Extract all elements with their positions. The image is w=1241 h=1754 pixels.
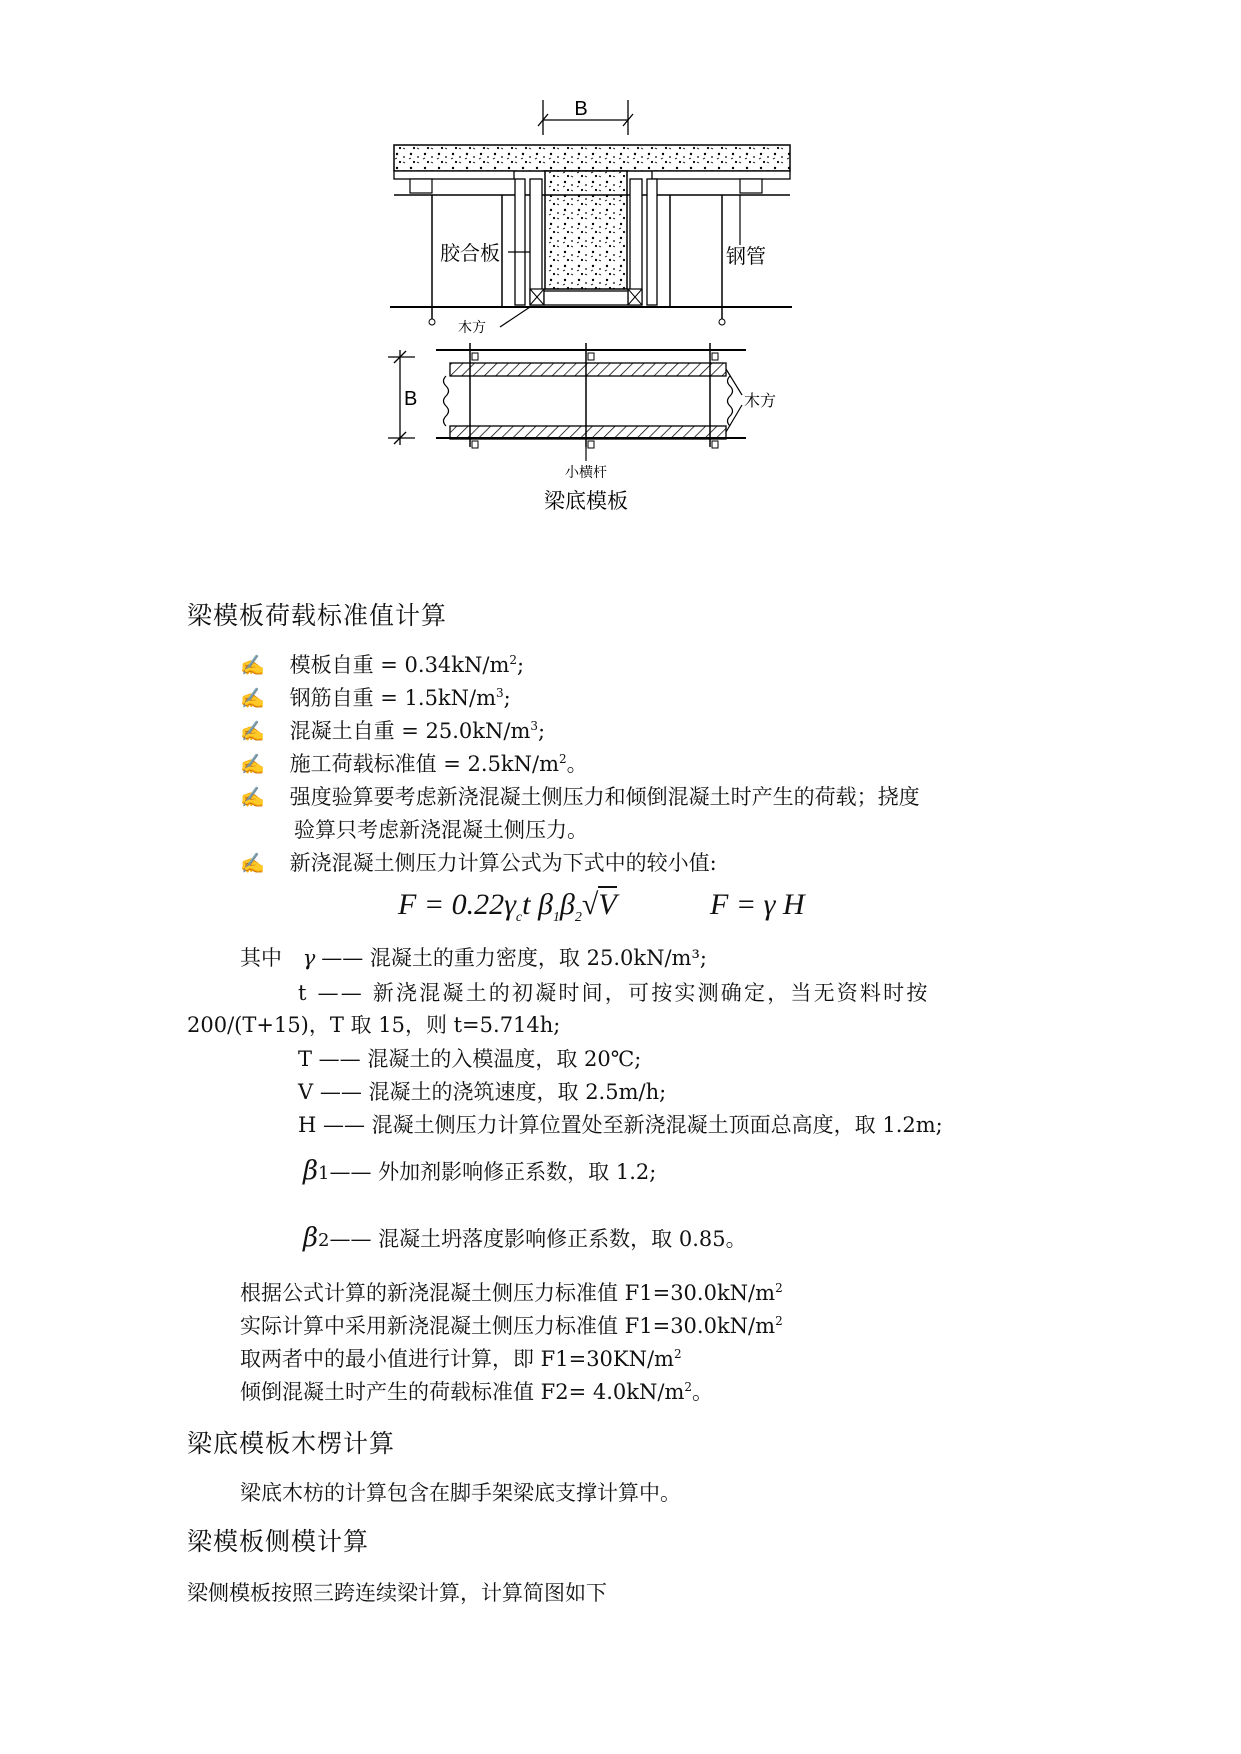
list-item: ✍ 施工荷载标准值 = $2.5kN/m^2$。: [240, 752, 588, 776]
load-list: [240, 652, 920, 883]
section2-body: 梁底木枋的计算包含在脚手架梁底支撑计算中。: [240, 1481, 681, 1505]
beam-concrete: [545, 171, 627, 289]
pen-icon: ✍: [240, 719, 265, 743]
list-item: ✍ 混凝土自重 = $25.0kN/m^3$;: [240, 719, 546, 743]
list-item: ✍ 强度验算要考虑新浇混凝土侧压力和倾倒混凝土时产生的荷载；挠度: [240, 785, 920, 809]
list-item: ✍ 新浇混凝土侧压力计算公式为下式中的较小值:: [240, 851, 717, 875]
small-bar-label: 小横杆: [565, 465, 607, 481]
T-definition: T —— 混凝土的入模温度，取 20℃;: [298, 1047, 642, 1071]
timber-bottom-plan: [450, 426, 726, 439]
H-definition: H —— 混凝土侧压力计算位置处至新浇混凝土顶面总高度，取 1.2m;: [298, 1113, 943, 1137]
result-adopted-value: 实际计算中采用新浇混凝土侧压力标准值 $F1=30.0kN/m^2$: [240, 1314, 783, 1338]
timber-label-right: 木方: [744, 391, 777, 410]
figure-caption: 梁底模板: [544, 489, 628, 513]
pen-icon: ✍: [240, 851, 265, 875]
steel-pipe-label: 钢管: [726, 244, 766, 268]
formula-side-pressure: $F = 0.22\gamma_ct$ $\beta_1\beta_2√V$: [398, 888, 617, 925]
slab: [394, 145, 790, 171]
side-plywood-right: [630, 179, 642, 305]
t-definition-cont: 200/(T+15)，T 取 15，则 t=5.714h;: [187, 1013, 561, 1037]
dim-top-label: B: [574, 98, 588, 120]
section-title-load: 梁模板荷载标准值计算: [187, 601, 448, 630]
plywood-label: 胶合板: [440, 241, 500, 265]
section-title-timber: 梁底模板木楞计算: [187, 1429, 396, 1458]
t-definition: t —— 新浇混凝土的初凝时间，可按实测确定，当无资料时按: [298, 981, 930, 1005]
beta1-definition: β1—— 外加剂影响修正系数，取 1.2;: [303, 1156, 657, 1186]
sqrt-icon: √: [581, 888, 599, 921]
list-item: ✍ 钢筋自重 = $1.5kN/m^3$;: [240, 686, 511, 710]
beam-formwork-figure: [380, 95, 840, 565]
list-item: ✍ 模板自重 = $0.34kN/m^2$;: [240, 653, 525, 677]
side-plywood-left: [515, 179, 525, 305]
result-minimum-value: 取两者中的最小值进行计算，即 $F1=30KN/m^2$: [240, 1347, 682, 1371]
beta2-definition: β2—— 混凝土坍落度影响修正系数，取 0.85。: [303, 1223, 747, 1253]
result-formula-value: 根据公式计算的新浇混凝土侧压力标准值 $F1=30.0kN/m^2$: [240, 1281, 783, 1305]
pen-icon: ✍: [240, 653, 265, 677]
timber-top-plan: [450, 363, 726, 376]
formula-height: F = γ H: [710, 888, 805, 921]
pen-icon: ✍: [240, 752, 265, 776]
section-title-side-form: 梁模板侧模计算: [187, 1527, 370, 1556]
dim-left-label: B: [404, 388, 418, 410]
where-line: 其中 γ —— 混凝土的重力密度，取 25.0kN/m³;: [240, 946, 707, 970]
pen-icon: ✍: [240, 686, 265, 710]
V-definition: V —— 混凝土的浇筑速度，取 2.5m/h;: [298, 1080, 667, 1104]
section3-body: 梁侧模板按照三跨连续梁计算，计算简图如下: [187, 1581, 607, 1605]
list-item-continuation: 验算只考虑新浇混凝土侧压力。: [294, 818, 588, 842]
timber-label-top: 木方: [458, 320, 486, 336]
pen-icon: ✍: [240, 785, 265, 809]
result-pouring-load: 倾倒混凝土时产生的荷载标准值 $F2= 4.0kN/m^2$。: [240, 1380, 714, 1404]
